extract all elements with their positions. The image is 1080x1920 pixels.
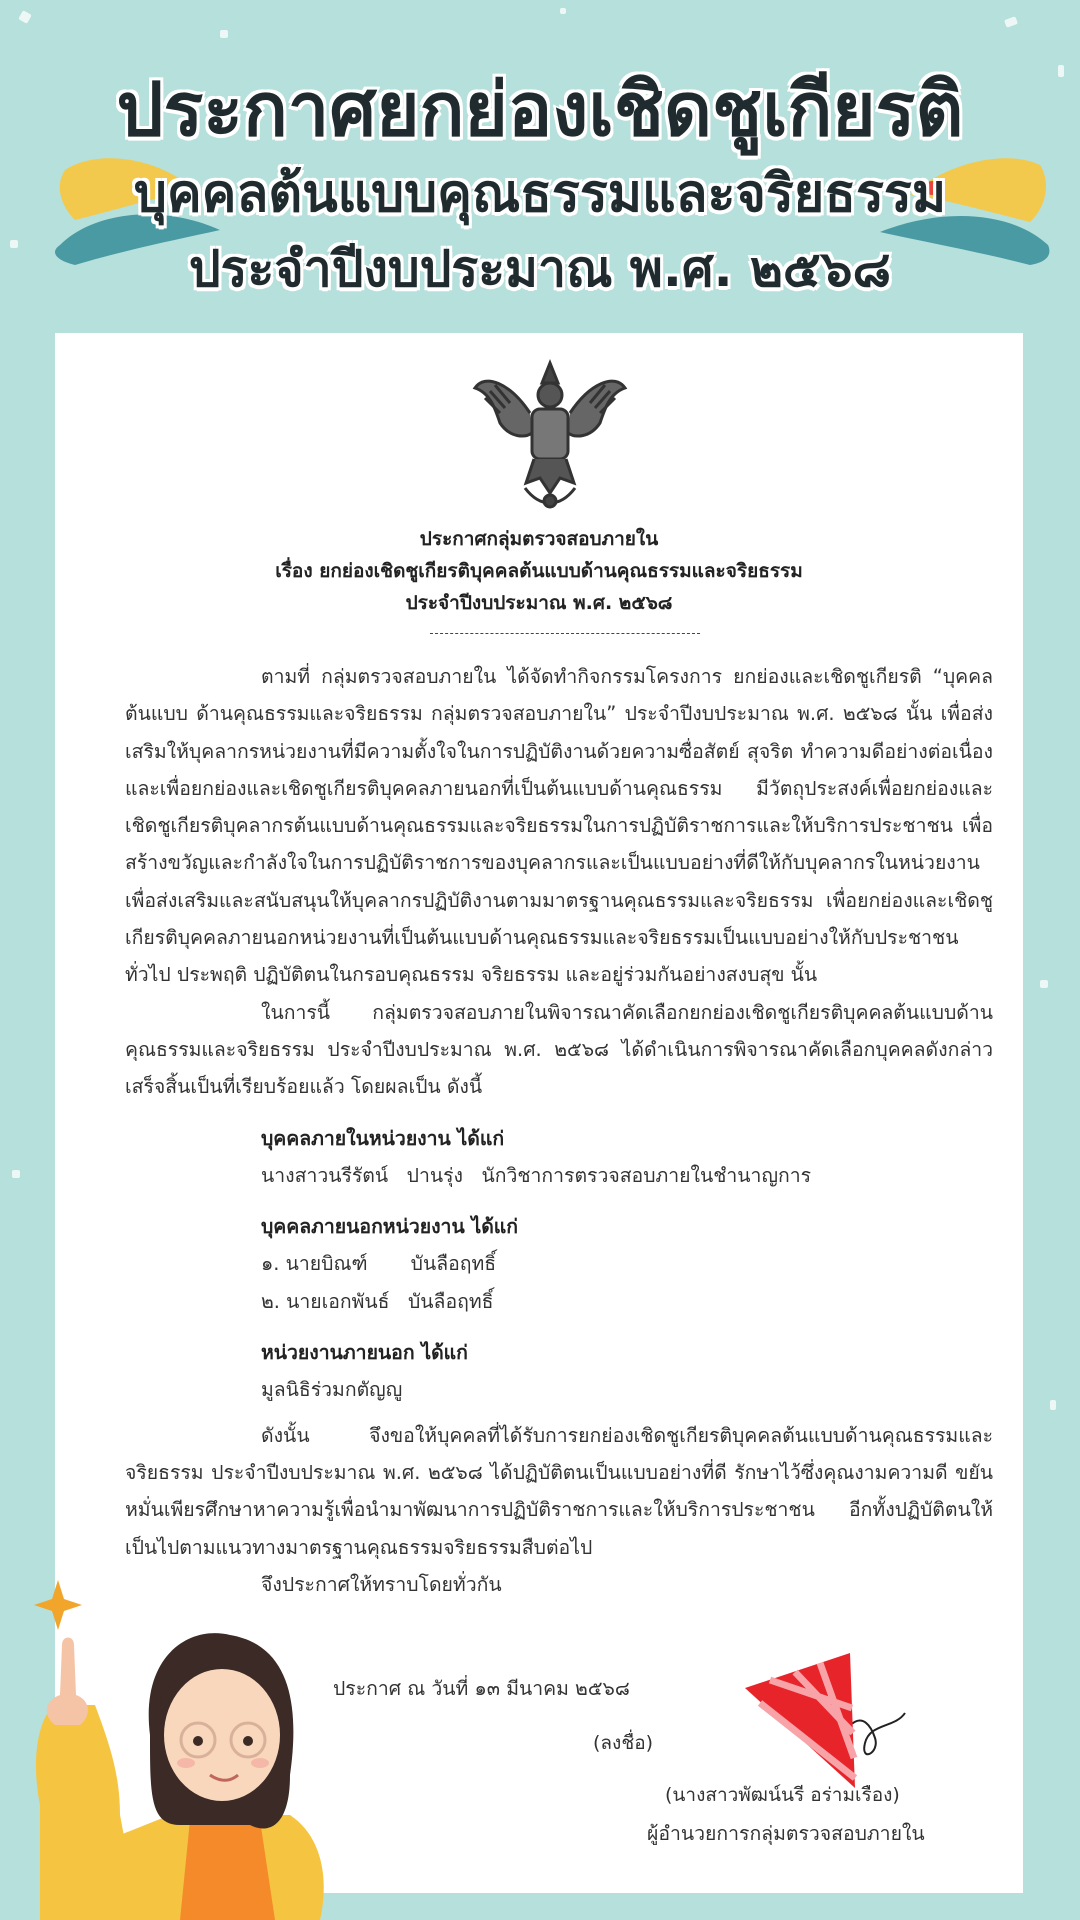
heading-divider [430, 633, 700, 634]
document-issuer: ประกาศกลุ่มตรวจสอบภายใน [419, 528, 659, 550]
confetti [220, 30, 228, 38]
paragraph-selection: ในการนี้ กลุ่มตรวจสอบภายในพิจารณาคัดเลือกยกย่องเชิดชูเกียรติบุคคลต้นแบบด้านคุณธรรมและจริยธรรม ประจำปีงบประมาณ พ.ศ. ๒๕๖๘ ได้ดำเนินการพิจารณาคัดเลือกบุคคลดังกล่าวเสร็จสิ้นเป็นที่เรียบร้อยแล้ว โดยผลเป็น ดังนี้ [125, 1000, 993, 1099]
section-external-personnel [261, 1208, 993, 1320]
confetti [1040, 980, 1048, 988]
section-title: บุคคลภายนอกหน่วยงาน ได้แก่ [261, 1215, 519, 1239]
garuda-emblem-icon [470, 343, 630, 513]
list-item: นางสาวนรีรัตน์ ปานรุ่ง นักวิชาการตรวจสอบภายในชำนาญการ [261, 1163, 812, 1187]
announcement-date: ประกาศ ณ วันที่ ๑๓ มีนาคม ๒๕๖๘ [333, 1677, 630, 1700]
header-title: ประกาศยกย่องเชิดชูเกียรติ [116, 67, 964, 153]
document-fiscal-year: ประจำปีงบประมาณ พ.ศ. ๒๕๖๘ [405, 592, 673, 614]
confetti [18, 10, 32, 24]
paragraph-conclusion: ดังนั้น จึงขอให้บุคคลที่ได้รับการยกย่องเชิดชูเกียรติบุคคลต้นแบบด้านคุณธรรมและจริยธรรม ประจำปีงบประมาณ พ.ศ. ๒๕๖๘ ได้ปฏิบัติตนเป็นแบบอย่างที่ดี รักษาไว้ซึ่งคุณงามความดี ขยันหมั่นเพียรศึกษาหาความรู้เพื่อนำมาพัฒนาการปฏิบัติราชการและให้บริการประชาชน อีกทั้งปฏิบัติตนให้เป็นไปตามแนวทางมาตรฐานคุณธรรมจริยธรรมสืบต่อไป [125, 1423, 993, 1559]
confetti [560, 8, 566, 14]
section-title: บุคคลภายในหน่วยงาน ได้แก่ [261, 1126, 505, 1150]
section-internal-personnel [261, 1120, 993, 1195]
document-heading [55, 523, 1023, 619]
header [0, 60, 1080, 306]
closing-statement: จึงประกาศให้ทราบโดยทั่วกัน [261, 1572, 502, 1596]
signature-label: (ลงชื่อ) [593, 1732, 654, 1754]
header-subtitle: บุคคลต้นแบบคุณธรรมและจริยธรรม [133, 164, 947, 224]
signer-name: (นางสาวพัฒน์นรี อร่ามเรือง) [665, 1784, 900, 1806]
party-hat-icon [740, 1648, 870, 1798]
paragraph-background: ตามที่ กลุ่มตรวจสอบภายใน ได้จัดทำกิจกรรมโครงการ ยกย่องและเชิดชูเกียรติ “บุคคลต้นแบบ ด้านคุณธรรมและจริยธรรม กลุ่มตรวจสอบภายใน” ประจำปีงบประมาณ พ.ศ. ๒๕๖๘ นั้น เพื่อส่งเสริมให้บุคลากรหน่วยงานที่มีความตั้งใจในการปฏิบัติงานด้วยความซื่อสัตย์ สุจริต ทำความดีอย่างต่อเนื่องและเพื่อยกย่องและเชิดชูเกียรติบุคคลภายนอกที่เป็นต้นแบบด้านคุณธรรม มีวัตถุประสงค์เพื่อยกย่องและเชิดชูเกียรติบุคลากรต้นแบบด้านคุณธรรมและจริยธรรมในการปฏิบัติราชการและให้บริการประชาชน เพื่อสร้างขวัญและกำลังใจในการปฏิบัติราชการของบุคลากรและเป็นแบบอย่างที่ดีให้กับบุคลากรในหน่วยงาน เพื่อส่งเสริมและสนับสนุนให้บุคลากรปฏิบัติงานตามมาตรฐานคุณธรรมและจริยธรรม เพื่อยกย่องและเชิดชูเกียรติบุคคลภายนอกหน่วยงานที่เป็นต้นแบบด้านคุณธรรมและจริยธรรมเป็นแบบอย่างให้กับประชาชนทั่วไป ประพฤติ ปฏิบัติตนในกรอบคุณธรรม จริยธรรม และอยู่ร่วมกันอย่างสงบสุข นั้น [125, 665, 993, 987]
document-subject: เรื่อง ยกย่องเชิดชูเกียรติบุคคลต้นแบบด้านคุณธรรมและจริยธรรม [275, 560, 803, 582]
signer-position: ผู้อำนวยการกลุ่มตรวจสอบภายใน [647, 1822, 925, 1845]
list-item: ๑. นายบิณฑ์ บันลือฤทธิ์ [261, 1252, 497, 1276]
confetti [12, 1170, 20, 1178]
section-title: หน่วยงานภายนอก ได้แก่ [261, 1341, 468, 1365]
confetti [1004, 16, 1018, 28]
section-external-organization [261, 1334, 993, 1409]
header-fiscal-year: ประจำปีงบประมาณ พ.ศ. ๒๕๖๘ [188, 240, 892, 298]
pointing-girl-icon [0, 1575, 360, 1920]
document-body [125, 658, 993, 1603]
list-item: มูลนิธิร่วมกตัญญู [261, 1378, 403, 1402]
list-item: ๒. นายเอกพันธ์ บันลือฤทธิ์ [261, 1289, 494, 1313]
confetti [1050, 1400, 1056, 1410]
